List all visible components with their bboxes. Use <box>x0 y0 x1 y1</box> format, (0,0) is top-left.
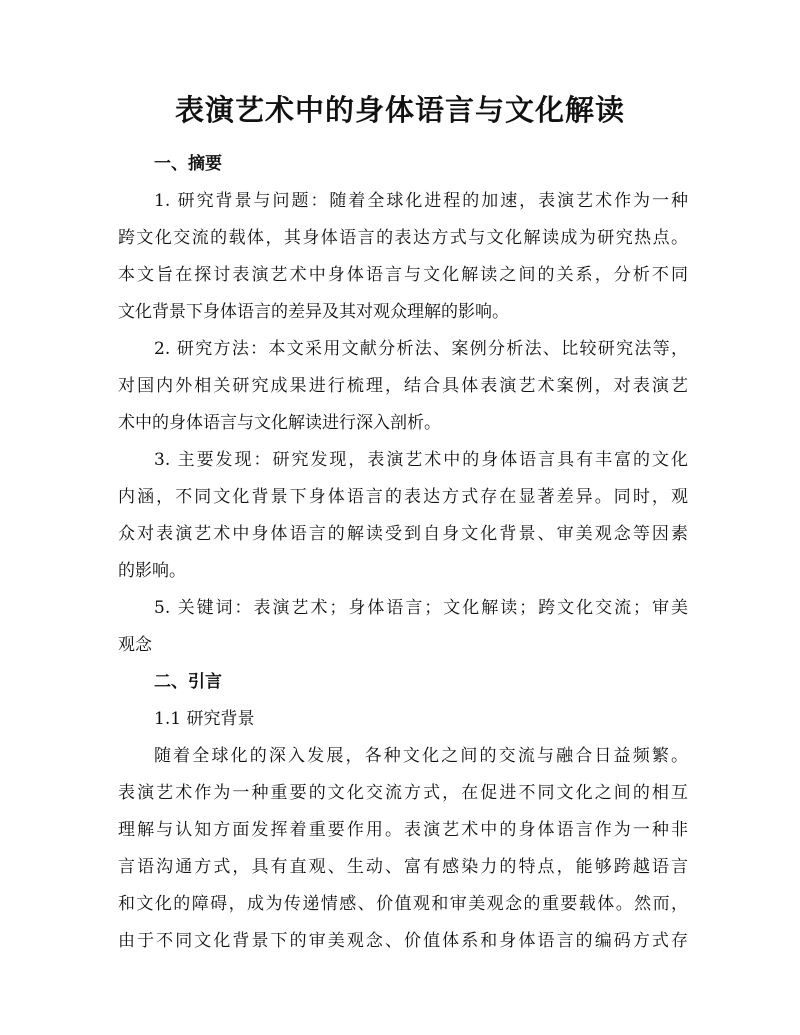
paragraph-line: 表演艺术作为一种重要的文化交流方式，在促进不同文化之间的相互 <box>118 783 688 803</box>
paragraph-line: 理解与认知方面发挥着重要作用。表演艺术中的身体语言作为一种非 <box>118 820 688 840</box>
section-heading-abstract: 一、摘要 <box>154 154 222 174</box>
section-heading-intro: 二、引言 <box>154 672 222 692</box>
paragraph-line: 内涵，不同文化背景下身体语言的表达方式存在显著差异。同时，观 <box>118 487 688 507</box>
paragraph-line: 言语沟通方式，具有直观、生动、富有感染力的特点，能够跨越语言 <box>118 857 688 877</box>
page-title: 表演艺术中的身体语言与文化解读 <box>174 93 625 127</box>
keywords-line: 观念 <box>118 635 152 655</box>
paragraph-line: 的影响。 <box>118 561 186 581</box>
paragraph-line: 本文旨在探讨表演艺术中身体语言与文化解读之间的关系，分析不同 <box>118 265 688 285</box>
paragraph-line: 3. 主要发现：研究发现，表演艺术中的身体语言具有丰富的文化 <box>154 450 688 470</box>
subsection-heading: 1.1 研究背景 <box>154 709 255 729</box>
paragraph-line: 文化背景下身体语言的差异及其对观众理解的影响。 <box>118 302 509 322</box>
paragraph-line: 2. 研究方法：本文采用文献分析法、案例分析法、比较研究法等， <box>154 339 688 359</box>
paragraph-line: 随着全球化的深入发展，各种文化之间的交流与融合日益频繁。 <box>154 746 688 766</box>
paragraph-line: 和文化的障碍，成为传递情感、价值观和审美观念的重要载体。然而， <box>118 894 688 914</box>
paragraph-line: 众对表演艺术中身体语言的解读受到自身文化背景、审美观念等因素 <box>118 524 688 544</box>
document-body <box>118 146 688 960</box>
paragraph-line: 由于不同文化背景下的审美观念、价值体系和身体语言的编码方式存 <box>118 931 688 951</box>
paragraph-line: 跨文化交流的载体，其身体语言的表达方式与文化解读成为研究热点。 <box>118 228 688 248</box>
paragraph-line: 对国内外相关研究成果进行梳理，结合具体表演艺术案例，对表演艺 <box>118 376 688 396</box>
paragraph-line: 术中的身体语言与文化解读进行深入剖析。 <box>118 413 441 433</box>
paragraph-line: 1. 研究背景与问题：随着全球化进程的加速，表演艺术作为一种 <box>154 191 688 211</box>
keywords-line: 5. 关键词：表演艺术；身体语言；文化解读；跨文化交流；审美 <box>154 598 688 618</box>
